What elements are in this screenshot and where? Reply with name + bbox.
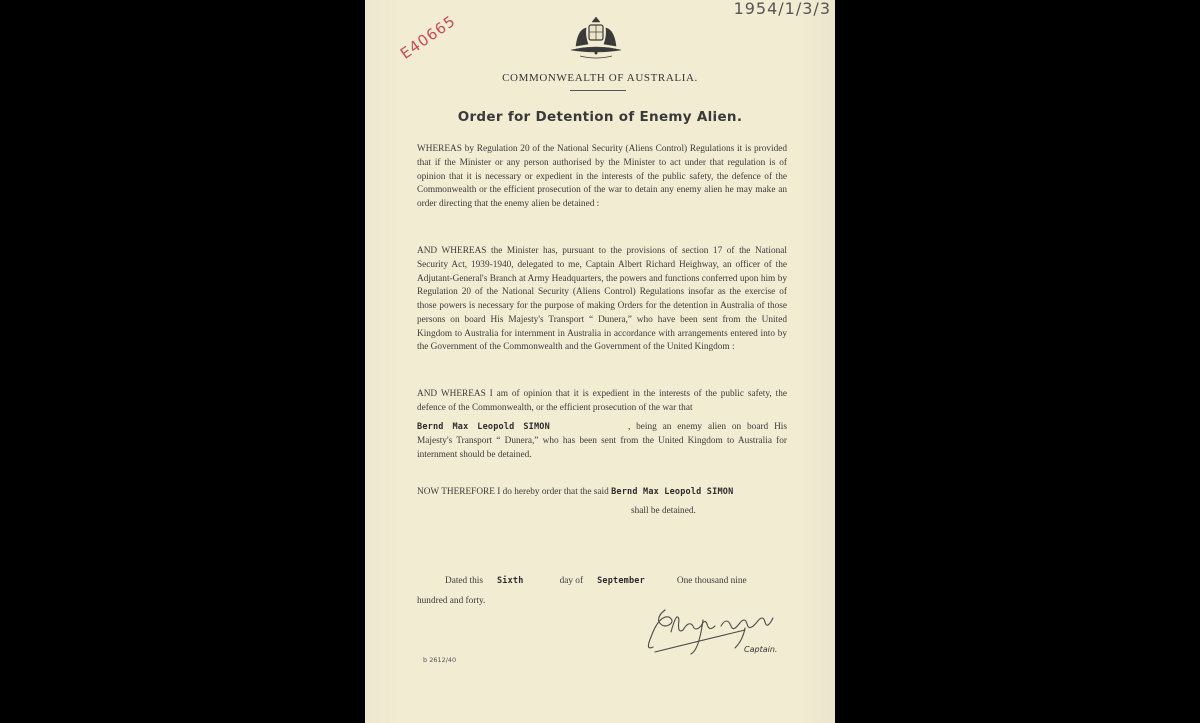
detainee-statement (417, 421, 787, 462)
dated-day-of: day of (559, 576, 584, 586)
signatory-rank: Captain. (744, 645, 778, 654)
detainee-statement-text: , being an enemy alien on board His Majesty's Transport “ Dunera,” who has been sent from the United Kingdom to Australia for internment should be detained. (417, 422, 787, 460)
order-statement (417, 487, 837, 497)
dated-month: September (597, 576, 645, 586)
dated-line (417, 576, 797, 586)
recital-paragraph-2: AND WHEREAS the Minister has, pursuant to the provisions of section 17 of the National Security Act, 1939-1940, delegated to me, Captain Albert Richard Heighway, an officer of the Adjutant-General's Branch at Army Headquarters, the powers and functions conferred upon him by Regulation 20 of the National Security (Aliens Control) Regulations insofar as the exercise of those powers is necessary for the purpose of making Orders for the detention in Australia of those persons on board His Majesty's Transport “ Dunera,” who have been sent from the United Kingdom to Australia for internment in Australia in accordance with arrangements entered into by the Government of the Commonwealth and the Government of the United Kingdom : (417, 246, 787, 353)
document-title: Order for Detention of Enemy Alien. (457, 109, 743, 125)
recital-paragraph-1: WHEREAS by Regulation 20 of the National Security (Aliens Control) Regulations it is provided that if the Minister or any person authorised by the Minister to act under that regulation is of opinion that it is necessary or expedient in the interests of the public safety, the defence of the Commonwealth or the efficient prosecution of the war to detain any enemy alien he may make an order directing that the enemy alien be detained : (417, 144, 787, 209)
order-suffix: shall be detained. (631, 506, 696, 516)
dated-day: Sixth (496, 576, 524, 586)
dated-year-2: hundred and forty. (417, 596, 486, 606)
dated-year-1: One thousand nine (676, 576, 747, 586)
order-prefix: NOW THEREFORE I do hereby order that the said (417, 487, 609, 497)
accession-number: E40665 (397, 11, 460, 63)
issuer-heading: COMMONWEALTH OF AUSTRALIA. (502, 72, 698, 84)
dated-label: Dated this (445, 576, 483, 586)
heading-rule (570, 90, 626, 91)
detainee-name: Bernd Max Leopold SIMON (417, 422, 550, 432)
coat-of-arms-icon (568, 16, 624, 62)
document-page (365, 0, 835, 723)
recital-paragraph-3: AND WHEREAS I am of opinion that it is expedient in the interests of the public safety, the defence of the Commonwealth, or the efficient prosecution of the war that (417, 389, 787, 413)
archive-reference: 1954/1/3/3 (733, 0, 831, 18)
form-reference: b 2612/40 (423, 656, 457, 664)
order-detainee-name: Bernd Max Leopold SIMON (611, 487, 734, 497)
